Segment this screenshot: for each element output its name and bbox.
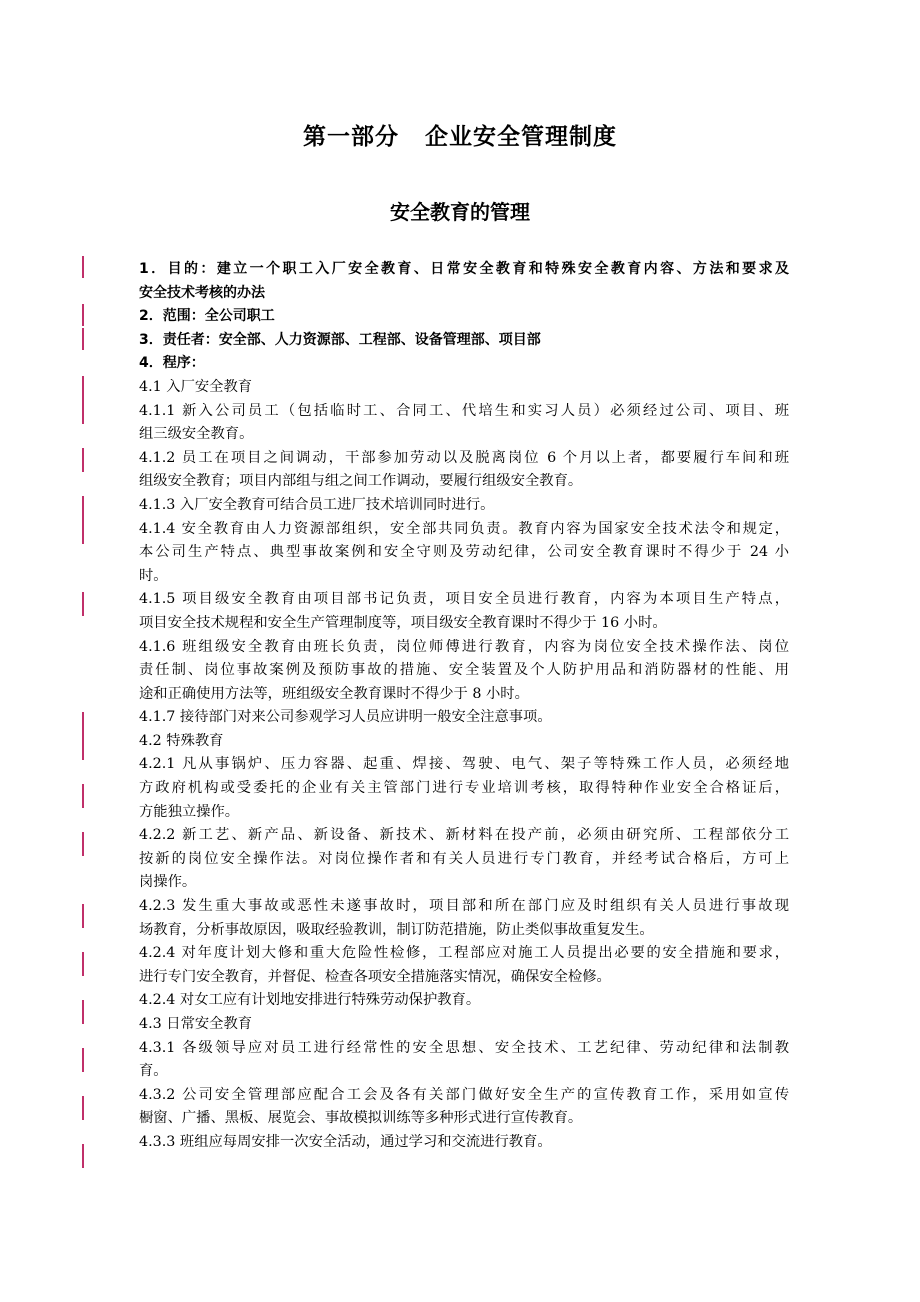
text-line: 组三级安全教育。 [139,426,254,443]
text-line: 橱窗、广播、黑板、展览会、事故模拟训练等多种形式进行宣传教育。 [139,1110,583,1127]
revision-mark [82,520,84,544]
text-line: 4.1.4 安全教育由人力资源部组织，安全部共同负责。教育内容为国家安全技术法令和规定， [139,520,789,537]
text-line: 4.2.4 对女工应有计划地安排进行特殊劳动保护教育。 [139,992,481,1009]
text-line: 按新的岗位安全操作法。对岗位操作者和有关人员进行专门教育，并经考试合格后，方可上 [139,850,789,867]
revision-mark [82,1096,84,1120]
text-line: 时。 [139,567,168,584]
text-line: 2．范围：全公司职工 [139,308,275,325]
text-line: 4.1.2 员工在项目之间调动，干部参加劳动以及脱离岗位 6 个月以上者，都要履行车间和班 [139,449,789,466]
revision-mark [82,952,84,976]
text-line: 4.3.2 公司安全管理部应配合工会及各有关部门做好安全生产的宣传教育工作，采用如宣传 [139,1086,789,1103]
text-line: 组级安全教育；项目内部组与组之间工作调动，要履行组级安全教育。 [139,473,583,490]
text-line: 责任制、岗位事故案例及预防事故的措施、安全装置及个人防护用品和消防器材的性能、用 [139,662,789,679]
text-line: 4.1.3 入厂安全教育可结合员工进厂技术培训同时进行。 [139,496,495,513]
revision-mark [82,496,84,520]
text-line: 方政府机构或受委托的企业有关主管部门进行专业培训考核，取得特种作业安全合格证后， [139,780,789,797]
title-part-name: 企业安全管理制度 [425,124,617,150]
revision-mark [82,376,84,424]
text-line: 4．程序： [139,355,205,372]
text-line: 途和正确使用方法等，班组级安全教育课时不得少于 8 小时。 [139,685,529,702]
revision-mark [82,328,84,350]
revision-mark [82,1144,84,1168]
text-line: 项目安全技术规程和安全生产管理制度等，项目级安全教育课时不得少于 16 小时。 [139,614,667,631]
text-line: 4.3 日常安全教育 [139,1016,253,1032]
document-title [0,118,920,151]
text-line: 4.2 特殊教育 [139,732,224,749]
revision-mark [82,904,84,928]
text-line: 3．责任者：安全部、人力资源部、工程部、设备管理部、项目部 [139,331,541,348]
text-line: 4.2.1 凡从事锅炉、压力容器、起重、焊接、驾驶、电气、架子等特殊工作人员，必须经地 [139,756,789,773]
text-line: 场教育，分析事故原因，吸取经验教训，制订防范措施，防止类似事故重复发生。 [139,921,654,938]
text-line: 进行专门安全教育，并督促、检查各项安全措施落实情况，确保安全检修。 [139,968,611,985]
text-line: 4.3.1 各级领导应对员工进行经常性的安全思想、安全技术、工艺纪律、劳动纪律和法制教 [139,1039,789,1056]
text-line: 育。 [139,1063,168,1080]
revision-mark [82,256,84,278]
revision-mark [82,1000,84,1024]
revision-mark [82,736,84,760]
revision-mark [82,304,84,326]
text-line: 4.1.7 接待部门对来公司参观学习人员应讲明一般安全注意事项。 [139,709,552,726]
revision-mark [82,784,84,808]
text-line: 4.1.1 新入公司员工（包括临时工、合同工、代培生和实习人员）必须经过公司、项目、班 [139,402,789,419]
revision-mark [82,448,84,472]
text-line: 4.1 入厂安全教育 [139,378,253,395]
text-line: 4.3.3 班组应每周安排一次安全活动，通过学习和交流进行教育。 [139,1133,552,1150]
text-line: 安全技术考核的办法 [139,284,265,301]
title-part-number: 第一部分 [303,124,399,150]
text-line: 方能独立操作。 [139,803,240,820]
document-body [139,258,789,1155]
revision-mark [82,592,84,616]
text-line: 岗操作。 [139,874,197,891]
revision-mark [82,712,84,736]
text-line: 4.2.4 对年度计划大修和重大危险性检修，工程部应对施工人员提出必要的安全措施和要求， [139,945,789,962]
text-line: 本公司生产特点、典型事故案例和安全守则及劳动纪律，公司安全教育课时不得少于 24 小 [139,544,789,561]
text-line: 1．目的：建立一个职工入厂安全教育、日常安全教育和特殊安全教育内容、方法和要求及 [139,261,789,277]
text-line: 4.1.6 班组级安全教育由班长负责，岗位师傅进行教育，内容为岗位安全技术操作法、岗位 [139,638,789,655]
text-line: 4.2.3 发生重大事故或恶性未遂事故时，项目部和所在部门应及时组织有关人员进行事故现 [139,898,789,915]
text-line: 4.1.5 项目级安全教育由项目部书记负责，项目安全员进行教育，内容为本项目生产特点， [139,591,789,608]
revision-mark [82,1048,84,1072]
text-line: 4.2.2 新工艺、新产品、新设备、新技术、新材料在投产前，必须由研究所、工程部依分工 [139,827,789,844]
section-title: 安全教育的管理 [390,200,530,224]
revision-mark [82,832,84,856]
